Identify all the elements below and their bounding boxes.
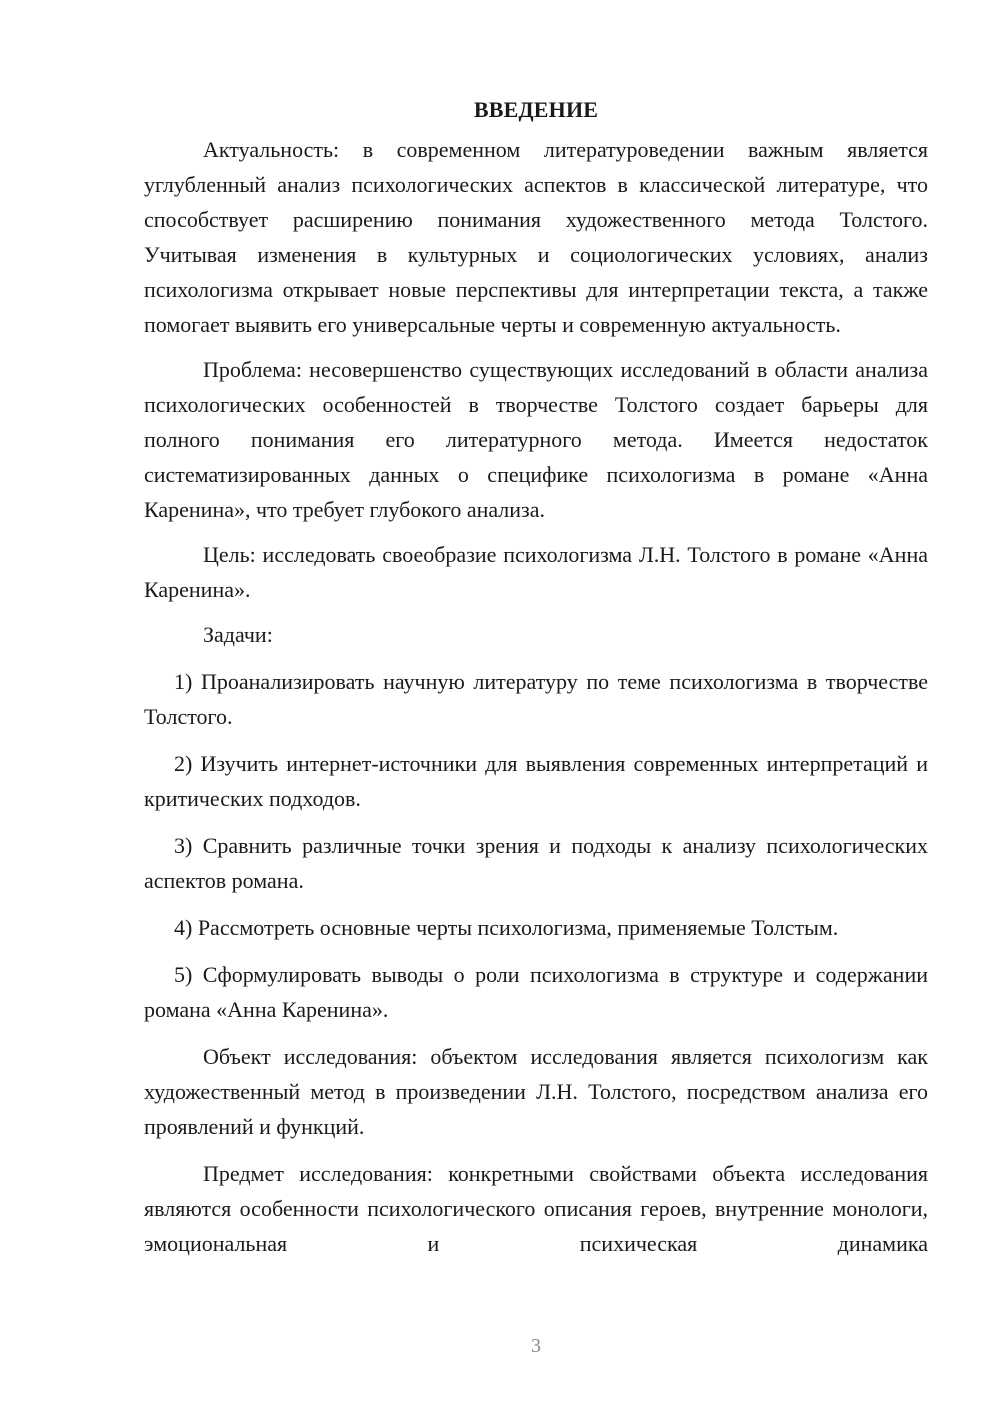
list-item: 3) Сравнить различные точки зрения и подходы к анализу психологических аспектов романа.: [144, 833, 928, 893]
document-page: [144, 92, 928, 1261]
paragraph-goal: Цель: исследовать своеобразие психологизма Л.Н. Толстого в романе «Анна Каренина».: [144, 542, 928, 602]
tasks-label: Задачи:: [203, 622, 273, 647]
paragraph-object: Объект исследования: объектом исследования является психологизм как художественный метод в произведении Л.Н. Толстого, посредством анализа его проявлений и функций.: [144, 1044, 928, 1139]
page-number: 3: [531, 1335, 541, 1357]
list-item: 1) Проанализировать научную литературу по теме психологизма в творчестве Толстого.: [144, 669, 928, 729]
paragraph-problem: Проблема: несовершенство существующих исследований в области анализа психологических особенностей в творчестве Толстого создает барьеры для полного понимания его литературного метода. Имеется недостаток систематизированных данных о специфике психологизма в романе «Анна Каренина», что требует глубокого анализа.: [144, 357, 928, 522]
list-item: 4) Рассмотреть основные черты психологизма, применяемые Толстым.: [174, 915, 839, 940]
list-item: 2) Изучить интернет-источники для выявления современных интерпретаций и критических подходов.: [144, 751, 928, 811]
paragraph-relevance: Актуальность: в современном литературоведении важным является углубленный анализ психологических аспектов в классической литературе, что способствует расширению понимания художественного метода Толстого. Учитывая изменения в культурных и социологических условиях, анализ психологизма открывает новые перспективы для интерпретации текста, а также помогает выявить его универсальные черты и современную актуальность.: [144, 137, 928, 337]
list-item: 5) Сформулировать выводы о роли психологизма в структуре и содержании романа «Анна Каренина».: [144, 962, 928, 1022]
paragraph-subject: Предмет исследования: конкретными свойствами объекта исследования являются особенности психологического описания героев, внутренние монологи, эмоциональная и психическая динамика: [144, 1161, 928, 1256]
section-heading: ВВЕДЕНИЕ: [473, 97, 599, 122]
